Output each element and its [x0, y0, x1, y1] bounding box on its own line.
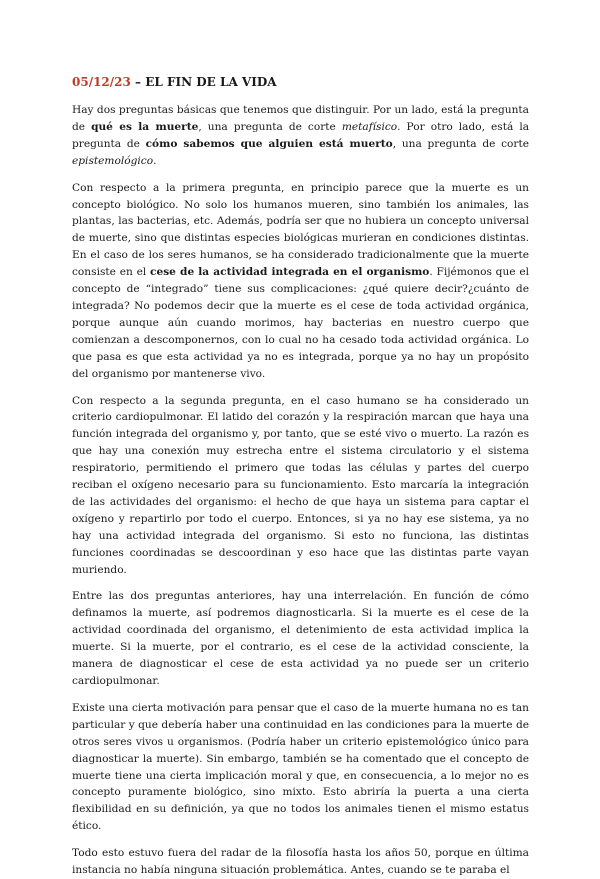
- title-separator: –: [130, 75, 146, 89]
- bold-que-es-la-muerte: qué es la muerte: [91, 120, 199, 133]
- paragraph-3: Con respecto a la segunda pregunta, en el caso humano se ha considerado un criterio cardiopulmonar. El latido del corazón y la respiración marcan que haya una función integrada del organismo y, por tanto, que se esté vivo o muerto. La razón es que hay una conexión muy estrecha entre el sistema circulatorio y el sistema respiratorio, permitiendo el primero que todas las células y partes del cuerpo reciban el oxígeno necesario para su funcionamiento. Esto marcaría la integración de las actividades del organismo: el hecho de que haya un sistema para captar el oxígeno y repartirlo por todo el cuerpo. Entonces, si ya no hay ese sistema, ya no hay una actividad integrada del organismo. Si esto no funciona, las distintas funciones coordinadas se descoordinan y eso hace que las distintas parte vayan muriendo.: [72, 394, 529, 576]
- paragraph-1: Hay dos preguntas básicas que tenemos que distinguir. Por un lado, está la pregunta de qué es la muerte, una pregunta de corte metafísico. Por otro lado, está la pregunta de cómo sabemos que alguien está muerto, una pregunta de corte epistemológico.: [72, 104, 530, 167]
- date-label: 05/12/23: [72, 75, 131, 89]
- italic-metafisico: metafísico: [341, 120, 398, 133]
- paragraph-6: Todo esto estuvo fuera del radar de la filosofía hasta los años 50, porque en última instancia no había ninguna situación problemática. Antes, cuando se te paraba el: [72, 847, 529, 877]
- page-title: [72, 74, 529, 91]
- title-text: EL FIN DE LA VIDA: [145, 75, 277, 89]
- paragraph-4: Entre las dos preguntas anteriores, hay una interrelación. En función de cómo definamos la muerte, así podremos diagnosticarla. Si la muerte es el cese de la actividad coordinada del organismo, el detenimiento de esta actividad implica la muerte. Si la muerte, por el contrario, es el cese de la actividad consciente, la manera de diagnosticar el cese de esta actividad ya no puede ser un criterio cardiopulmonar.: [72, 590, 529, 687]
- paragraph-5: Existe una cierta motivación para pensar que el caso de la muerte humana no es tan particular y que debería haber una continuidad en las condiciones para la muerte de otros seres vivos u organismos. (Podría haber un criterio epistemológico único para diagnosticar la muerte). Sin embargo, también se ha comentado que el concepto de muerte tiene una cierta implicación moral y que, en consecuencia, a lo mejor no es concepto puramente biológico, sino mixto. Esto abriría la puerta a una cierta flexibilidad en su definición, ya que no todos los animales tienen el mismo estatus ético.: [72, 701, 529, 833]
- paragraph-2: Con respecto a la primera pregunta, en principio parece que la muerte es un concepto biológico. No solo los humanos mueren, sino también los animales, las plantas, las bacterias, etc. Además, podría ser que no hubiera un concepto universal de muerte, sino que distintas especies biológicas murieran en condiciones distintas. En el caso de los seres humanos, se ha considerado tradicionalmente que la muerte consiste en el cese de la actividad integrada en el organismo. Fijémonos que el concepto de “integrado” tiene sus complicaciones: ¿qué quiere decir?¿cuánto de integrada? No podemos decir que la muerte es el cese de toda actividad orgánica, porque aunque aún cuando morimos, hay bacterias en nuestro cuerpo que comienzan a descomponernos, con lo cual no ha cesado toda actividad orgánica. Lo que pasa es que esta actividad ya no es integrada, porque ya no hay un propósito del organismo por mantenerse vivo.: [72, 181, 529, 380]
- bold-como-sabemos: cómo sabemos que alguien está muerto: [145, 137, 393, 150]
- bold-cese-actividad: cese de la actividad integrada en el organismo: [150, 266, 430, 279]
- italic-epistemologico: epistemológico: [72, 154, 154, 167]
